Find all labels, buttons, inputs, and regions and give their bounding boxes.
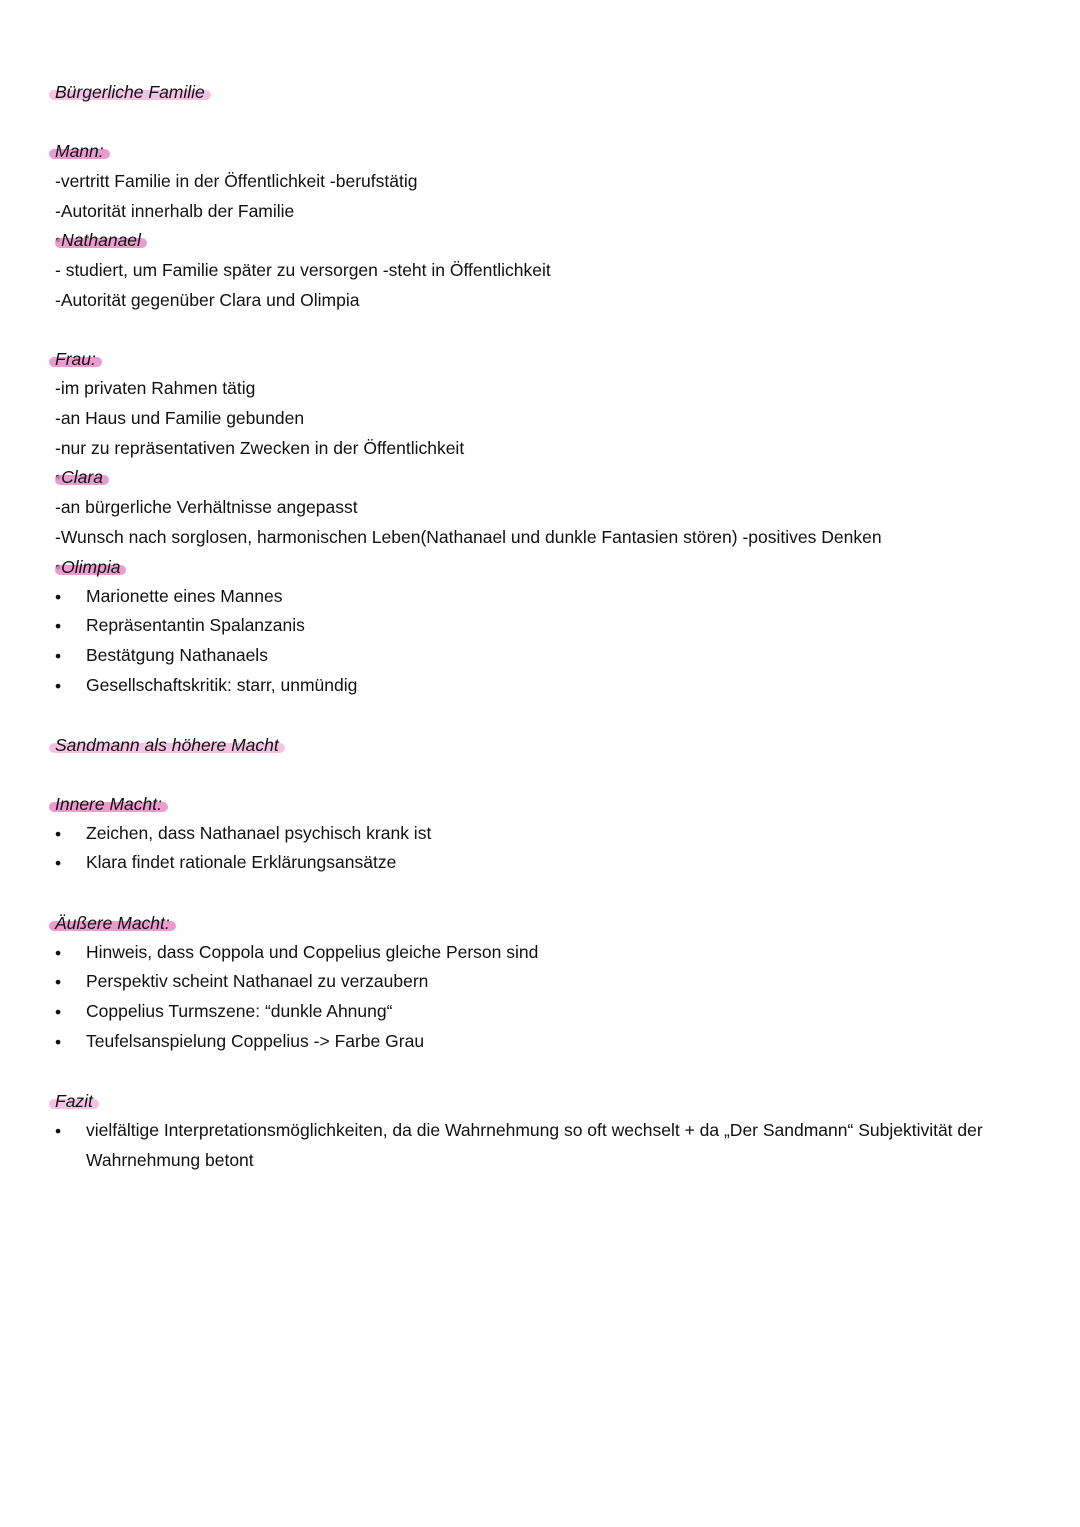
text-line: -Autorität gegenüber Clara und Olimpia [55, 290, 360, 310]
list-item: Perspektiv scheint Nathanael zu verzaubern [86, 971, 429, 991]
list-item: vielfältige Interpretationsmöglichkeiten, da die Wahrnehmung so oft wechselt + da „Der Sandmann“ Subjektivität der Wahrnehmung betont [86, 1120, 983, 1170]
text-line: -Wunsch nach sorglosen, harmonischen Leben(Nathanael und dunkle Fantasien stören) -positives Denken [55, 527, 882, 547]
list-item: Gesellschaftskritik: starr, unmündig [86, 675, 358, 695]
heading-frau-text: Frau: [55, 349, 96, 369]
text-line: -an Haus und Familie gebunden [55, 408, 305, 428]
list-item: Bestätgung Nathanaels [86, 645, 268, 665]
text-line: -im privaten Rahmen tätig [55, 378, 256, 398]
heading-frau [55, 348, 96, 370]
section-title-familie [55, 81, 205, 103]
bullet-dot: • [55, 230, 62, 250]
bullet-dot: • [55, 646, 62, 666]
example-nathanael [55, 229, 141, 251]
heading-mann [55, 140, 104, 162]
bullet-dot: • [55, 467, 62, 487]
heading-aeussere-text: Äußere Macht: [55, 913, 170, 933]
example-clara [55, 466, 103, 488]
section-title-sandmann [55, 734, 279, 756]
heading-mann-text: Mann: [55, 141, 104, 161]
list-item: Hinweis, dass Coppola und Coppelius gleiche Person sind [86, 942, 539, 962]
bullet-dot: • [55, 1002, 62, 1022]
list-item: Klara findet rationale Erklärungsansätze [86, 852, 397, 872]
text-line: - studiert, um Familie später zu versorgen -steht in Öffentlichkeit [55, 260, 551, 280]
text-line: -vertritt Familie in der Öffentlichkeit -berufstätig [55, 171, 418, 191]
list-item: Marionette eines Mannes [86, 586, 283, 606]
list-item: Coppelius Turmszene: “dunkle Ahnung“ [86, 1001, 393, 1021]
bullet-dot: • [55, 943, 62, 963]
text-line: -Autorität innerhalb der Familie [55, 201, 295, 221]
list-item: Teufelsanspielung Coppelius -> Farbe Grau [86, 1031, 425, 1051]
bullet-dot: • [55, 972, 62, 992]
bullet-dot: • [55, 587, 62, 607]
heading-innere-text: Innere Macht: [55, 794, 162, 814]
highlight-mark: Bürgerliche Familie [55, 82, 205, 102]
text-line: -an bürgerliche Verhältnisse angepasst [55, 497, 358, 517]
heading-aeussere-macht [55, 912, 170, 934]
bullet-dot: • [55, 824, 62, 844]
bullet-dot: • [55, 676, 62, 696]
example-name: Nathanael [61, 230, 141, 250]
highlight-mark: Sandmann als höhere Macht [55, 735, 279, 755]
text-line: -nur zu repräsentativen Zwecken in der Öffentlichkeit [55, 438, 465, 458]
list-item: Repräsentantin Spalanzanis [86, 615, 305, 635]
example-name: Clara [61, 467, 103, 487]
heading-fazit-text: Fazit [55, 1091, 93, 1111]
heading-fazit [55, 1090, 93, 1112]
example-name: Olimpia [61, 557, 121, 577]
example-olimpia [55, 556, 120, 578]
bullet-dot: • [55, 853, 62, 873]
heading-innere-macht [55, 793, 162, 815]
list-item: Zeichen, dass Nathanael psychisch krank ist [86, 823, 432, 843]
bullet-dot: • [55, 616, 62, 636]
bullet-dot: • [55, 1032, 62, 1052]
bullet-dot: • [55, 557, 62, 577]
bullet-dot: • [55, 1121, 62, 1141]
